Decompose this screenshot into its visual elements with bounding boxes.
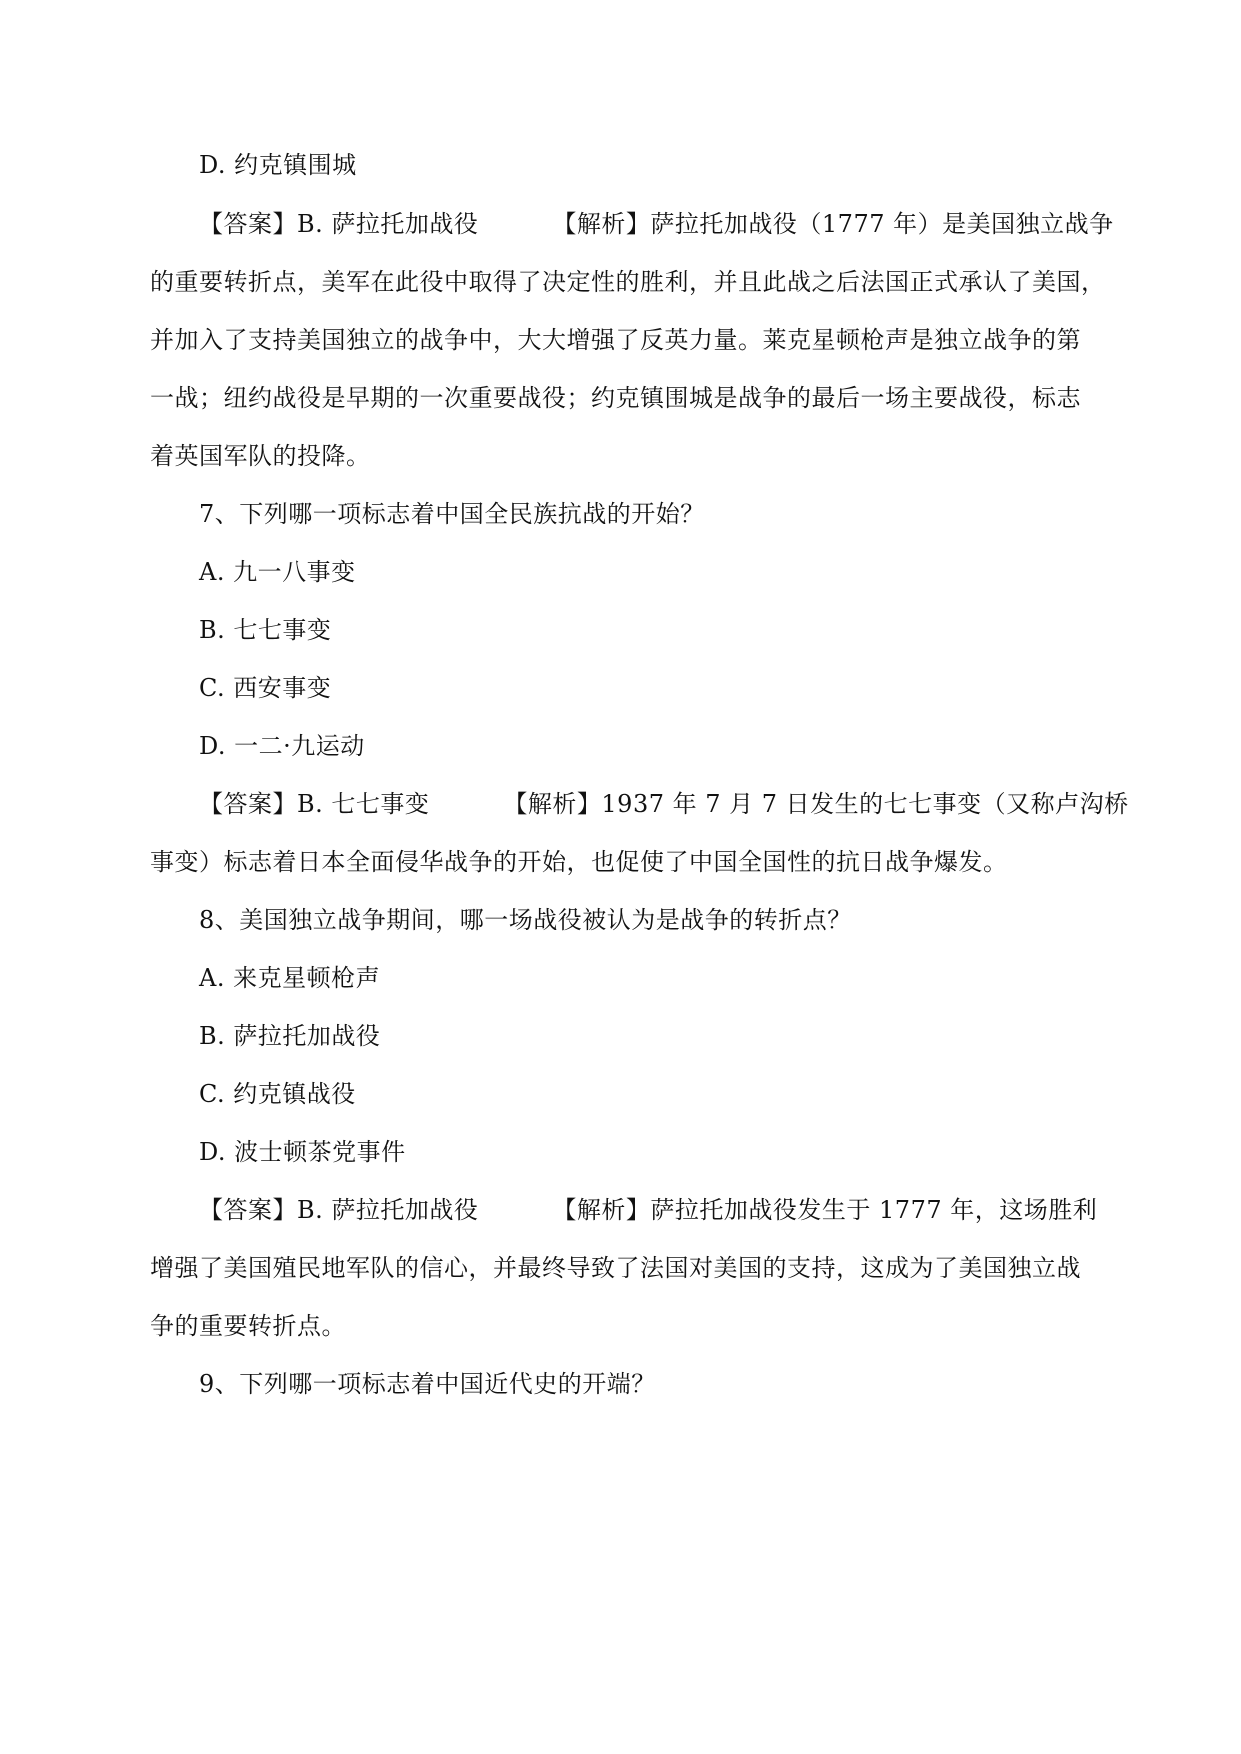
analysis-6-line-2: 并加入了支持美国独立的战争中，大大增强了反英力量。莱克星顿枪声是独立战争的第	[150, 326, 1081, 354]
analysis-6-line-4: 着英国军队的投降。	[150, 442, 371, 470]
option-8-d: D. 波士顿茶党事件	[199, 1138, 406, 1166]
option-7-c: C. 西安事变	[199, 674, 332, 702]
analysis-8-line-1: 增强了美国殖民地军队的信心，并最终导致了法国对美国的支持，这成为了美国独立战	[150, 1254, 1081, 1282]
answer-label: 【答案】B. 七七事变	[199, 790, 430, 818]
answer-label: 【答案】B. 萨拉托加战役	[199, 1196, 479, 1224]
option-7-b: B. 七七事变	[199, 616, 332, 644]
analysis-lead: 【解析】1937 年 7 月 7 日发生的七七事变（又称卢沟桥	[503, 790, 1129, 818]
analysis-6-line-3: 一战；纽约战役是早期的一次重要战役；约克镇围城是战争的最后一场主要战役，标志	[150, 384, 1081, 412]
option-7-d: D. 一二·九运动	[199, 732, 365, 760]
analysis-6-line-1: 的重要转折点，美军在此役中取得了决定性的胜利，并且此战之后法国正式承认了美国，	[150, 268, 1106, 296]
answer-label: 【答案】B. 萨拉托加战役	[199, 210, 479, 238]
option-6-d: D. 约克镇围城	[199, 151, 357, 179]
analysis-lead: 【解析】萨拉托加战役发生于 1777 年，这场胜利	[552, 1196, 1098, 1224]
option-8-b: B. 萨拉托加战役	[199, 1022, 381, 1050]
option-8-a: A. 来克星顿枪声	[199, 964, 381, 992]
question-9: 9、下列哪一项标志着中国近代史的开端？	[199, 1370, 656, 1398]
option-7-a: A. 九一八事变	[199, 558, 356, 586]
analysis-lead: 【解析】萨拉托加战役（1777 年）是美国独立战争	[552, 210, 1114, 238]
answer-6	[199, 206, 1114, 242]
answer-7	[199, 786, 1129, 822]
analysis-7-line-1: 事变）标志着日本全面侵华战争的开始，也促使了中国全国性的抗日战争爆发。	[150, 848, 1008, 876]
answer-8	[199, 1192, 1097, 1228]
question-8: 8、美国独立战争期间，哪一场战役被认为是战争的转折点？	[199, 906, 852, 934]
analysis-8-line-2: 争的重要转折点。	[150, 1312, 346, 1340]
question-7: 7、下列哪一项标志着中国全民族抗战的开始？	[199, 500, 705, 528]
option-8-c: C. 约克镇战役	[199, 1080, 356, 1108]
